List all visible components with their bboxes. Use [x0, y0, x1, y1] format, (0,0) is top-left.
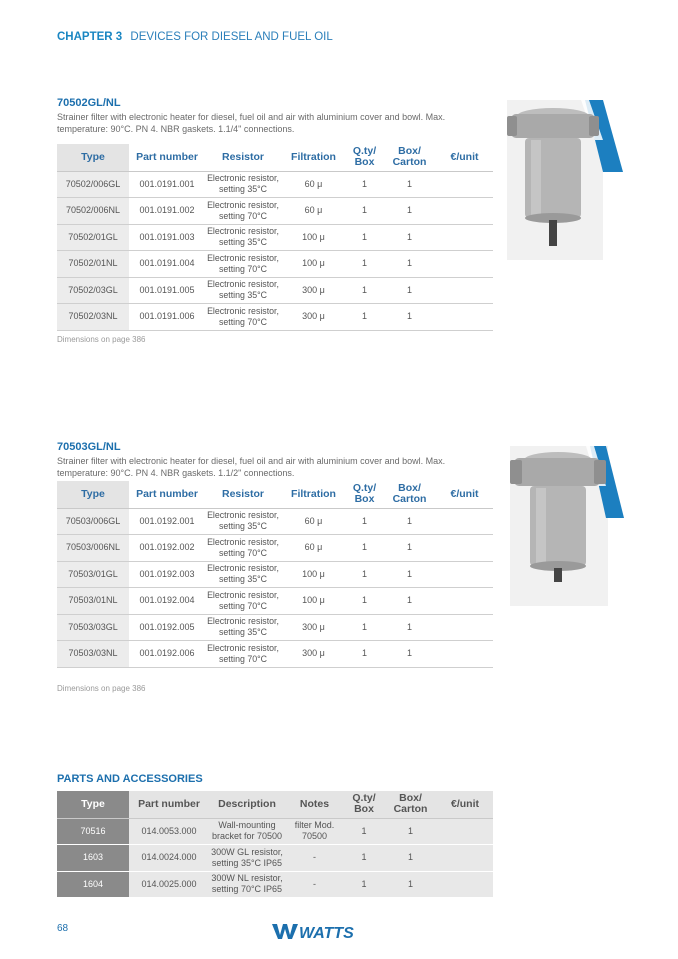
cell-unit	[436, 641, 493, 668]
cell-box: 1	[383, 171, 436, 198]
parts-table	[57, 791, 493, 898]
cell-notes: filter Mod. 70500	[285, 818, 344, 845]
cell-part: 001.0192.002	[129, 535, 205, 562]
cell-qty: 1	[346, 614, 383, 641]
cell-unit	[436, 304, 493, 331]
cell-box: 1	[383, 277, 436, 304]
product-table-70503	[57, 481, 493, 668]
cell-unit	[436, 251, 493, 278]
cell-type: 70502/01NL	[57, 251, 129, 278]
col-part-number: Part number	[129, 481, 205, 508]
cell-box: 1	[383, 588, 436, 615]
cell-unit	[437, 818, 493, 845]
col-type: Type	[57, 791, 129, 818]
cell-resistor: Electronic resistor, setting 70°C	[205, 535, 281, 562]
table-header-row	[57, 791, 493, 818]
col-resistor: Resistor	[205, 481, 281, 508]
cell-part: 014.0025.000	[129, 871, 209, 898]
table-row	[57, 871, 493, 898]
cell-box: 1	[383, 508, 436, 535]
parts-title: PARTS AND ACCESSORIES	[57, 773, 203, 785]
col-qty-box: Q.ty/ Box	[346, 481, 383, 508]
page-number: 68	[57, 923, 69, 934]
cell-box: 1	[383, 614, 436, 641]
chapter-label: CHAPTER 3	[57, 31, 123, 43]
cell-part: 014.0024.000	[129, 845, 209, 872]
cell-unit	[436, 171, 493, 198]
cell-box: 1	[384, 845, 437, 872]
cell-box: 1	[383, 641, 436, 668]
cell-unit	[436, 588, 493, 615]
cell-unit	[436, 277, 493, 304]
cell-description: 300W NL resistor, setting 70°C IP65	[209, 871, 285, 898]
col-part-number: Part number	[129, 144, 205, 171]
col-qty-box: Q.ty/ Box	[346, 144, 383, 171]
col-type: Type	[57, 481, 129, 508]
brand-text: WATTS	[299, 925, 354, 941]
col-box-carton: Box/ Carton	[384, 791, 437, 818]
cell-type: 70503/03NL	[57, 641, 129, 668]
col-box-carton: Box/ Carton	[383, 144, 436, 171]
product-image-70502	[507, 100, 627, 260]
cell-part: 001.0192.001	[129, 508, 205, 535]
cell-filtration: 100 μ	[281, 561, 346, 588]
dimensions-note: Dimensions on page 386	[57, 335, 146, 344]
cell-type: 1603	[57, 845, 129, 872]
cell-filtration: 60 μ	[281, 508, 346, 535]
cell-filtration: 60 μ	[281, 535, 346, 562]
cell-qty: 1	[346, 561, 383, 588]
cell-resistor: Electronic resistor, setting 35°C	[205, 277, 281, 304]
cell-qty: 1	[346, 304, 383, 331]
cell-unit	[436, 224, 493, 251]
chapter-title: DEVICES FOR DIESEL AND FUEL OIL	[130, 31, 333, 43]
cell-part: 001.0192.005	[129, 614, 205, 641]
cell-qty: 1	[346, 171, 383, 198]
cell-qty: 1	[346, 588, 383, 615]
table-row	[57, 561, 493, 588]
cell-unit	[436, 614, 493, 641]
cell-notes: -	[285, 871, 344, 898]
chapter-header	[57, 31, 333, 43]
cell-part: 014.0053.000	[129, 818, 209, 845]
cell-type: 70503/006NL	[57, 535, 129, 562]
cell-resistor: Electronic resistor, setting 70°C	[205, 588, 281, 615]
cell-unit	[437, 845, 493, 872]
cell-type: 70503/006GL	[57, 508, 129, 535]
cell-box: 1	[383, 198, 436, 225]
section-description: Strainer filter with electronic heater for diesel, fuel oil and air with aluminium cover and bowl. Max. temperature: 90°C. PN 4. NBR gaskets. 1.1/2" connections.	[57, 456, 446, 478]
strainer-filter-illustration	[507, 100, 627, 260]
cell-type: 70502/006NL	[57, 198, 129, 225]
cell-type: 70516	[57, 818, 129, 845]
cell-resistor: Electronic resistor, setting 70°C	[205, 641, 281, 668]
cell-part: 001.0191.005	[129, 277, 205, 304]
cell-part: 001.0192.003	[129, 561, 205, 588]
cell-filtration: 60 μ	[281, 198, 346, 225]
cell-qty: 1	[344, 818, 384, 845]
cell-resistor: Electronic resistor, setting 35°C	[205, 614, 281, 641]
cell-type: 70503/01NL	[57, 588, 129, 615]
cell-qty: 1	[346, 198, 383, 225]
cell-description: Wall-mounting bracket for 70500	[209, 818, 285, 845]
cell-resistor: Electronic resistor, setting 70°C	[205, 304, 281, 331]
cell-type: 70502/03NL	[57, 304, 129, 331]
col-qty-box: Q.ty/ Box	[344, 791, 384, 818]
cell-resistor: Electronic resistor, setting 35°C	[205, 508, 281, 535]
cell-resistor: Electronic resistor, setting 35°C	[205, 171, 281, 198]
cell-type: 70502/006GL	[57, 171, 129, 198]
cell-unit	[437, 871, 493, 898]
col-description: Description	[209, 791, 285, 818]
cell-box: 1	[383, 304, 436, 331]
col-filtration: Filtration	[281, 144, 346, 171]
table-row	[57, 535, 493, 562]
cell-box: 1	[383, 535, 436, 562]
cell-box: 1	[384, 871, 437, 898]
watts-logo-mark	[272, 921, 362, 941]
cell-qty: 1	[346, 224, 383, 251]
cell-filtration: 300 μ	[281, 304, 346, 331]
cell-qty: 1	[346, 641, 383, 668]
cell-qty: 1	[346, 535, 383, 562]
cell-filtration: 60 μ	[281, 171, 346, 198]
table-row	[57, 171, 493, 198]
cell-qty: 1	[344, 871, 384, 898]
cell-part: 001.0192.006	[129, 641, 205, 668]
product-image-70503	[510, 446, 630, 606]
cell-box: 1	[383, 224, 436, 251]
cell-box: 1	[383, 251, 436, 278]
col-unit-price: €/unit	[436, 144, 493, 171]
section-70502	[57, 97, 493, 135]
table-row	[57, 224, 493, 251]
cell-resistor: Electronic resistor, setting 35°C	[205, 224, 281, 251]
dimensions-note: Dimensions on page 386	[57, 684, 146, 693]
cell-filtration: 100 μ	[281, 588, 346, 615]
table-header-row	[57, 144, 493, 171]
cell-filtration: 300 μ	[281, 641, 346, 668]
cell-type: 70502/01GL	[57, 224, 129, 251]
cell-filtration: 100 μ	[281, 224, 346, 251]
watts-logo	[272, 921, 362, 941]
table-row	[57, 818, 493, 845]
cell-part: 001.0191.006	[129, 304, 205, 331]
cell-type: 1604	[57, 871, 129, 898]
cell-type: 70503/01GL	[57, 561, 129, 588]
col-part-number: Part number	[129, 791, 209, 818]
cell-unit	[436, 535, 493, 562]
col-resistor: Resistor	[205, 144, 281, 171]
table-row	[57, 614, 493, 641]
table-row	[57, 588, 493, 615]
table-row	[57, 641, 493, 668]
product-table-70502	[57, 144, 493, 331]
cell-qty: 1	[346, 277, 383, 304]
table-header-row	[57, 481, 493, 508]
cell-part: 001.0191.003	[129, 224, 205, 251]
col-notes: Notes	[285, 791, 344, 818]
cell-description: 300W GL resistor, setting 35°C IP65	[209, 845, 285, 872]
cell-box: 1	[384, 818, 437, 845]
table-row	[57, 251, 493, 278]
col-box-carton: Box/ Carton	[383, 481, 436, 508]
cell-box: 1	[383, 561, 436, 588]
cell-filtration: 300 μ	[281, 614, 346, 641]
strainer-filter-illustration	[510, 446, 630, 606]
cell-resistor: Electronic resistor, setting 35°C	[205, 561, 281, 588]
col-type: Type	[57, 144, 129, 171]
cell-notes: -	[285, 845, 344, 872]
cell-part: 001.0192.004	[129, 588, 205, 615]
cell-filtration: 300 μ	[281, 277, 346, 304]
table-row	[57, 198, 493, 225]
table-row	[57, 845, 493, 872]
cell-resistor: Electronic resistor, setting 70°C	[205, 251, 281, 278]
col-filtration: Filtration	[281, 481, 346, 508]
table-row	[57, 508, 493, 535]
table-row	[57, 277, 493, 304]
cell-filtration: 100 μ	[281, 251, 346, 278]
section-70503	[57, 441, 493, 479]
cell-part: 001.0191.001	[129, 171, 205, 198]
cell-resistor: Electronic resistor, setting 70°C	[205, 198, 281, 225]
table-row	[57, 304, 493, 331]
section-title: 70503GL/NL	[57, 441, 121, 453]
cell-qty: 1	[346, 508, 383, 535]
cell-type: 70502/03GL	[57, 277, 129, 304]
section-title: 70502GL/NL	[57, 97, 121, 109]
col-unit-price: €/unit	[437, 791, 493, 818]
cell-unit	[436, 561, 493, 588]
cell-unit	[436, 508, 493, 535]
cell-qty: 1	[346, 251, 383, 278]
cell-qty: 1	[344, 845, 384, 872]
cell-part: 001.0191.004	[129, 251, 205, 278]
cell-type: 70503/03GL	[57, 614, 129, 641]
cell-part: 001.0191.002	[129, 198, 205, 225]
col-unit-price: €/unit	[436, 481, 493, 508]
section-description: Strainer filter with electronic heater for diesel, fuel oil and air with aluminium cover and bowl. Max. temperature: 90°C. PN 4. NBR gaskets. 1.1/4" connections.	[57, 112, 446, 134]
cell-unit	[436, 198, 493, 225]
